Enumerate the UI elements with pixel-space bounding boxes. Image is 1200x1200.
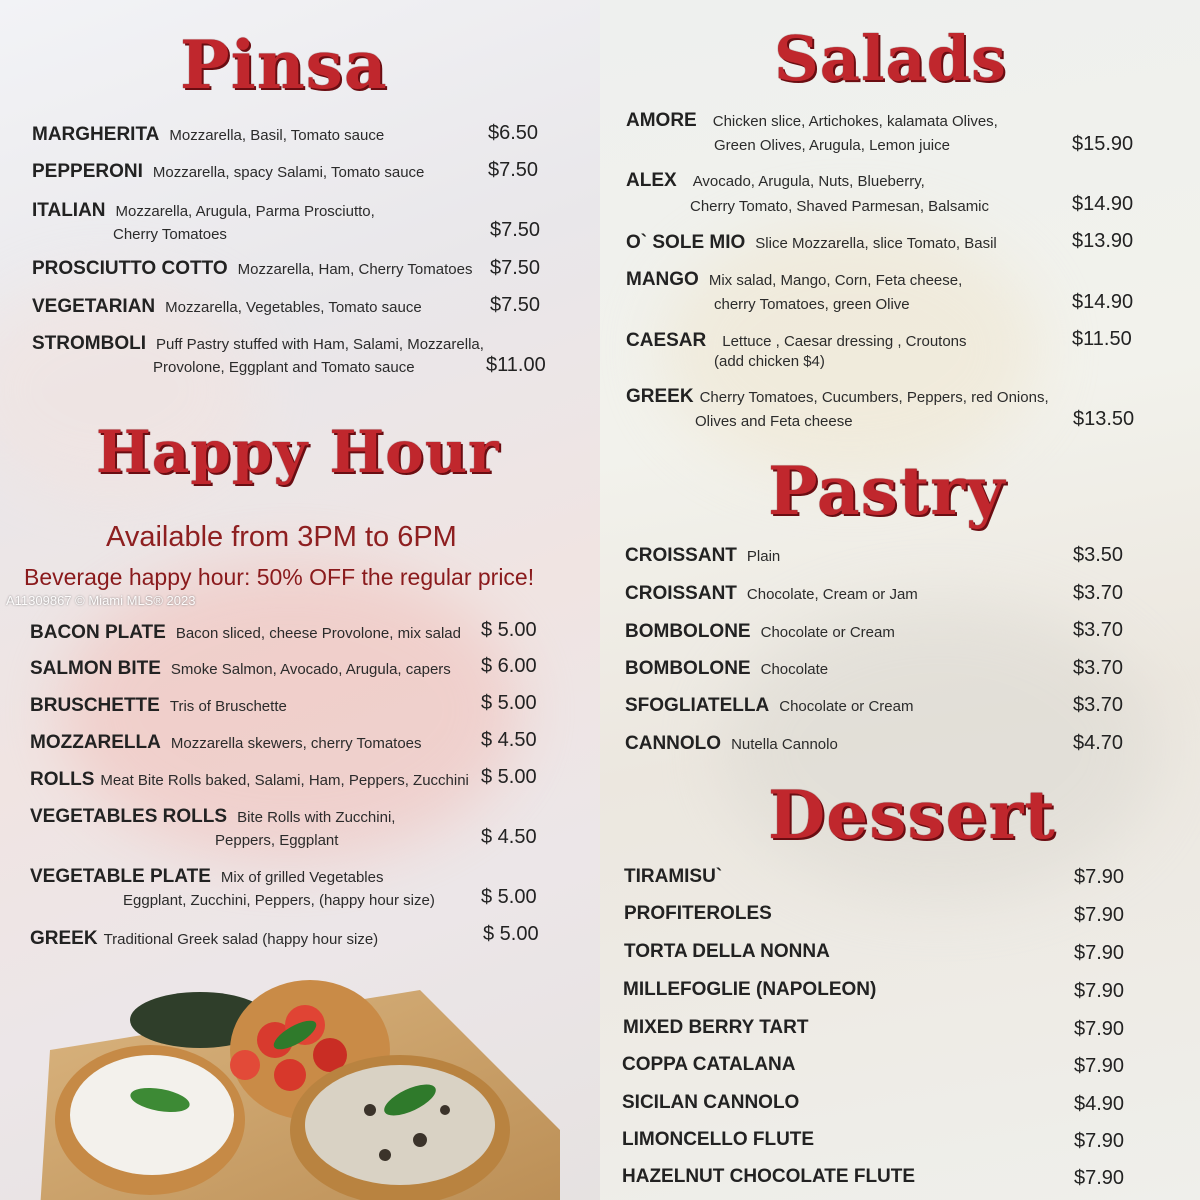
item-price: $6.50 <box>488 122 539 144</box>
salads-title: Salads <box>774 22 1007 95</box>
pastry-item <box>625 621 895 643</box>
item-price: $14.90 <box>1072 291 1134 313</box>
pinsa-item <box>32 124 384 146</box>
beverage-happy-hour-note: Beverage happy hour: 50% OFF the regular price! <box>24 564 535 590</box>
salad-item <box>626 110 998 132</box>
item-price: $4.70 <box>1073 732 1124 754</box>
item-price: $7.90 <box>1074 980 1125 1002</box>
item-name: AMORE <box>626 110 697 131</box>
item-price: $3.70 <box>1073 619 1124 641</box>
item-price: $7.90 <box>1074 904 1125 926</box>
bruschetta-photo <box>40 980 560 1200</box>
item-name: PROFITEROLES <box>624 903 772 924</box>
pastry-title: Pastry <box>768 452 1006 530</box>
item-name: SALMON BITE <box>30 658 161 679</box>
dessert-item <box>623 979 886 1001</box>
item-description: Mozzarella, Arugula, Parma Prosciutto, <box>115 203 375 220</box>
item-name: VEGETABLE PLATE <box>30 866 211 887</box>
item-name: MOZZARELLA <box>30 732 161 753</box>
item-description-line2: Provolone, Eggplant and Tomato sauce <box>153 359 415 376</box>
item-name: HAZELNUT CHOCOLATE FLUTE <box>622 1166 916 1187</box>
item-price: $ 5.00 <box>481 619 537 641</box>
tomato <box>274 1059 306 1091</box>
item-description: Bacon sliced, cheese Provolone, mix salad <box>175 625 461 642</box>
item-name: MANGO <box>626 269 699 290</box>
dessert-item <box>622 1129 824 1151</box>
dessert-item <box>623 1017 818 1039</box>
item-price: $ 4.50 <box>481 826 537 848</box>
item-description-line2: Eggplant, Zucchini, Peppers, (happy hour size) <box>123 892 435 909</box>
item-name: PROSCIUTTO COTTO <box>32 258 228 279</box>
item-price: $ 5.00 <box>481 886 537 908</box>
item-name: TORTA DELLA NONNA <box>624 941 830 962</box>
salad-item <box>626 170 925 192</box>
pastry-item <box>625 733 838 755</box>
tomato <box>230 1050 260 1080</box>
item-description: Mozzarella, Basil, Tomato sauce <box>169 127 385 144</box>
item-name: BOMBOLONE <box>625 621 751 642</box>
item-description: Chocolate <box>760 661 829 678</box>
pastry-item <box>625 695 913 717</box>
salad-item <box>626 330 967 352</box>
item-price: $11.50 <box>1072 328 1132 350</box>
item-price: $15.90 <box>1072 133 1134 155</box>
item-price: $3.50 <box>1073 544 1124 566</box>
item-description: Slice Mozzarella, slice Tomato, Basil <box>755 235 997 252</box>
pastry-item <box>625 658 828 680</box>
item-name: CROISSANT <box>625 545 737 566</box>
item-name: CROISSANT <box>625 583 737 604</box>
item-description: Chicken slice, Artichokes, kalamata Olives, <box>712 113 998 130</box>
item-name: O` SOLE MIO <box>626 232 746 253</box>
item-price: $7.90 <box>1074 1167 1125 1189</box>
item-description: Bite Rolls with Zucchini, <box>237 809 396 826</box>
item-name: ITALIAN <box>32 200 106 221</box>
mushroom-piece <box>413 1133 427 1147</box>
item-name: LIMONCELLO FLUTE <box>622 1129 815 1150</box>
item-price: $7.90 <box>1074 1130 1125 1152</box>
salad-item <box>626 386 1049 408</box>
item-price: $13.50 <box>1073 408 1135 430</box>
item-price: $ 5.00 <box>483 923 539 945</box>
item-name: GREEK <box>30 928 98 949</box>
item-price: $3.70 <box>1073 657 1124 679</box>
happy-hour-availability: Available from 3PM to 6PM <box>106 521 457 553</box>
item-description: Chocolate or Cream <box>779 698 914 715</box>
item-price: $ 5.00 <box>481 692 537 714</box>
item-description: Plain <box>746 548 781 565</box>
item-description: Mozzarella, Vegetables, Tomato sauce <box>165 299 422 316</box>
item-name: PEPPERONI <box>32 161 143 182</box>
dessert-item <box>624 903 782 925</box>
item-description: Chocolate or Cream <box>760 624 895 641</box>
item-description-line2: Cherry Tomatoes <box>113 226 227 243</box>
item-name: SICILAN CANNOLO <box>622 1092 800 1113</box>
item-description: Mozzarella, spacy Salami, Tomato sauce <box>152 164 425 181</box>
item-price: $7.90 <box>1074 1018 1125 1040</box>
mushroom-piece <box>364 1104 376 1116</box>
item-name: VEGETARIAN <box>32 296 156 317</box>
item-name: BOMBOLONE <box>625 658 751 679</box>
pinsa-item <box>32 333 484 355</box>
happy-hour-item <box>30 928 378 950</box>
item-price: $3.70 <box>1073 582 1124 604</box>
item-name: ALEX <box>626 170 677 191</box>
dessert-item <box>622 1054 805 1076</box>
item-description: Avocado, Arugula, Nuts, Blueberry, <box>692 173 925 190</box>
burrata-topping <box>70 1055 234 1175</box>
item-price: $13.90 <box>1072 230 1134 252</box>
right-menu-page <box>600 0 1200 1200</box>
item-description: Cherry Tomatoes, Cucumbers, Peppers, red Onions, <box>699 389 1049 406</box>
item-price: $7.50 <box>488 159 539 181</box>
item-price: $14.90 <box>1072 193 1134 215</box>
pinsa-item <box>32 161 424 183</box>
item-name: GREEK <box>626 386 694 407</box>
item-description-line2: Green Olives, Arugula, Lemon juice <box>714 137 950 154</box>
item-description: Tris of Bruschette <box>169 698 287 715</box>
dessert-item <box>624 866 732 888</box>
pinsa-item <box>32 258 472 280</box>
item-price: $7.90 <box>1074 866 1125 888</box>
item-name: ROLLS <box>30 769 95 790</box>
happy-hour-item <box>30 806 395 828</box>
dessert-item <box>624 941 840 963</box>
item-name: MILLEFOGLIE (NAPOLEON) <box>623 979 877 1000</box>
happy-hour-item <box>30 732 422 754</box>
pinsa-item <box>32 200 375 222</box>
item-price: $7.90 <box>1074 1055 1125 1077</box>
item-price: $7.90 <box>1074 942 1125 964</box>
item-price: $11.00 <box>486 354 546 376</box>
item-price: $ 6.00 <box>481 655 537 677</box>
mushroom-piece <box>379 1149 391 1161</box>
item-description: Mix of grilled Vegetables <box>220 869 384 886</box>
salad-item <box>626 232 997 254</box>
happy-hour-item <box>30 658 451 680</box>
item-description-line2: Olives and Feta cheese <box>695 413 853 430</box>
item-price: $7.50 <box>490 257 541 279</box>
item-price: $7.50 <box>490 219 541 241</box>
item-name: CAESAR <box>626 330 707 351</box>
item-price: $3.70 <box>1073 694 1124 716</box>
item-name: MARGHERITA <box>32 124 160 145</box>
item-name: COPPA CATALANA <box>622 1054 796 1075</box>
pastry-item <box>625 545 780 567</box>
pinsa-item <box>32 296 422 318</box>
happy-hour-title: Happy Hour <box>96 418 500 486</box>
item-name: SFOGLIATELLA <box>625 695 770 716</box>
happy-hour-item <box>30 866 383 888</box>
item-price: $ 4.50 <box>481 729 537 751</box>
dessert-item <box>622 1092 809 1114</box>
dessert-item <box>622 1166 925 1188</box>
item-name: BACON PLATE <box>30 622 166 643</box>
item-description: Chocolate, Cream or Jam <box>746 586 918 603</box>
item-price: $4.90 <box>1074 1093 1125 1115</box>
item-name: STROMBOLI <box>32 333 146 354</box>
mushroom-piece <box>440 1105 450 1115</box>
salad-item <box>626 269 962 291</box>
item-description: Meat Bite Rolls baked, Salami, Ham, Peppers, Zucchini <box>100 772 469 789</box>
item-description-line2: Cherry Tomato, Shaved Parmesan, Balsamic <box>690 198 990 215</box>
item-name: VEGETABLES ROLLS <box>30 806 228 827</box>
pastry-item <box>625 583 918 605</box>
item-name: CANNOLO <box>625 733 722 754</box>
item-name: TIRAMISU` <box>624 866 723 887</box>
mushroom-topping <box>305 1065 495 1185</box>
item-description: Mozzarella, Ham, Cherry Tomatoes <box>237 261 473 278</box>
dessert-title: Dessert <box>768 776 1056 854</box>
item-price: $7.50 <box>490 294 541 316</box>
item-description: Nutella Cannolo <box>731 736 838 753</box>
item-description: Smoke Salmon, Avocado, Arugula, capers <box>170 661 451 678</box>
item-description: Mix salad, Mango, Corn, Feta cheese, <box>708 272 963 289</box>
item-description: Puff Pastry stuffed with Ham, Salami, Mozzarella, <box>156 336 484 353</box>
happy-hour-item <box>30 769 469 791</box>
happy-hour-item <box>30 622 461 644</box>
pinsa-title: Pinsa <box>180 26 388 104</box>
item-description-line2: cherry Tomatoes, green Olive <box>714 296 910 313</box>
watermark: A11309867 © Miami MLS® 2023 <box>6 593 196 608</box>
item-description: Lettuce , Caesar dressing , Croutons <box>722 333 967 350</box>
item-description-line2: Peppers, Eggplant <box>215 832 339 849</box>
happy-hour-item <box>30 695 287 717</box>
item-description: Mozzarella skewers, cherry Tomatoes <box>170 735 422 752</box>
item-description-line2: (add chicken $4) <box>714 353 825 370</box>
item-price: $ 5.00 <box>481 766 537 788</box>
item-description: Traditional Greek salad (happy hour size) <box>103 931 379 948</box>
item-name: MIXED BERRY TART <box>623 1017 809 1038</box>
item-name: BRUSCHETTE <box>30 695 160 716</box>
